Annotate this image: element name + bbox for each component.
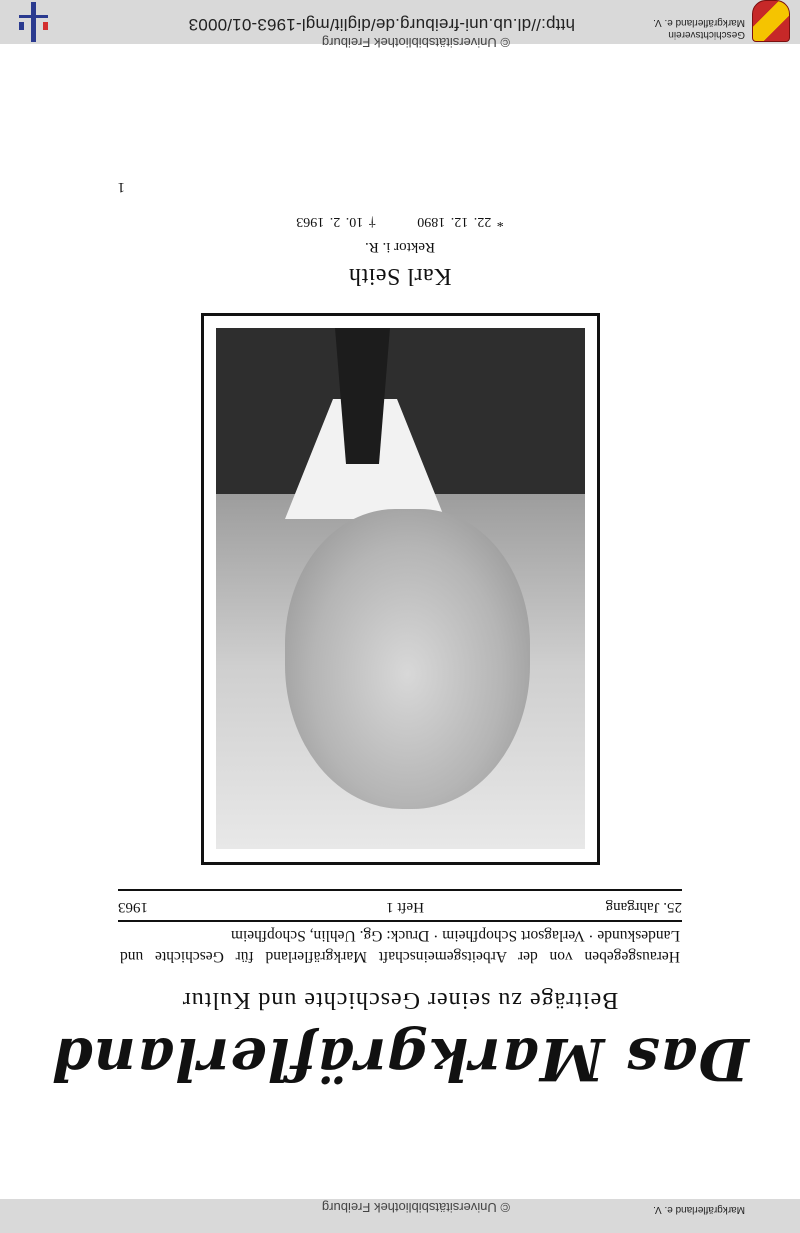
bottom-rule: [118, 889, 682, 891]
association-line-1: Geschichtsverein: [668, 29, 745, 40]
volume-label: 25. Jahrgang: [605, 899, 682, 915]
footer-association-label: Markgräflerland e. V.: [653, 1204, 745, 1215]
birth-date: * 22. 12. 1890: [417, 214, 504, 229]
life-dates: [0, 213, 800, 229]
portrait-frame: [201, 313, 600, 865]
portrait-face: [285, 509, 530, 809]
copyright-text: © Universitätsbibliothek Freiburg: [321, 35, 510, 50]
top-rule: [118, 920, 682, 922]
journal-title: Das Markgräflerland: [51, 1025, 749, 1093]
page-number: 1: [117, 179, 125, 195]
publisher-line: Herausgegeben von der Arbeitsgemeinschaft Markgräflerland für Geschichte und Landeskunde · Verlagsort Schopfheim · Druck: Gg. Uehlin, Schopfheim: [120, 927, 680, 965]
person-name: Karl Seith: [348, 263, 452, 289]
document-url-link[interactable]: http://dl.ub.uni-freiburg.de/diglit/mgl-1963-01/0003: [188, 15, 575, 34]
portrait-photo: [216, 328, 585, 849]
person-title: Rektor i. R.: [365, 239, 435, 255]
death-date: † 10. 2. 1963: [296, 214, 376, 229]
journal-subtitle: Beiträge zu seiner Geschichte und Kultur: [181, 987, 619, 1013]
footer-copyright-text: © Universitätsbibliothek Freiburg: [321, 1200, 510, 1215]
year-label: 1963: [118, 899, 148, 915]
association-line-2: Markgräflerland e. V.: [653, 17, 745, 28]
issue-label: Heft 1: [386, 899, 424, 915]
